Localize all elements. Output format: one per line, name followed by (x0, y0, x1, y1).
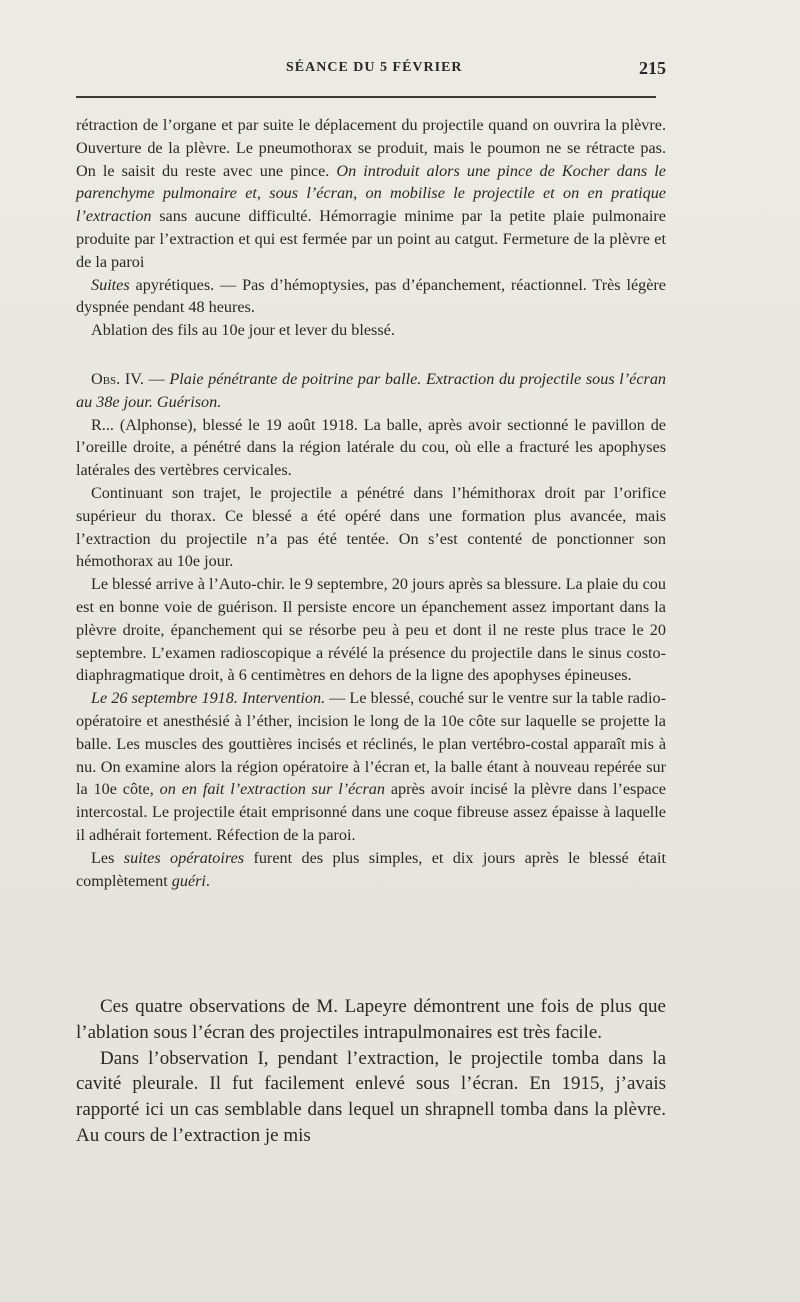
obs4-paragraph-3: Le blessé arrive à l’Auto-chir. le 9 septembre, 20 jours après sa blessure. La plaie du cou est en bonne voie de guérison. Il persiste encore un épanchement assez important dans la plèvre droite, épanchement qui se résorbe peu à peu et dont il ne reste plus trace le 20 septembre. L’examen radioscopique a révélé la présence du projectile dans le sinus costo-diaphragmatique droit, à 6 centimètres en dehors de la ligne des apophyses épineuses. (76, 575, 666, 685)
obs4-title: Obs. IV. — Plaie pénétrante de poitrine par balle. Extraction du projectile sous l’écran au 38e jour. Guérison. (76, 369, 667, 411)
obs4-paragraph-1: R... (Alphonse), blessé le 19 août 1918. La balle, après avoir sectionné le pavillon de l’oreille droite, a pénétré dans la région latérale du cou, où elle a fracturé les apophyses latérales des vertèbres cervicales. (76, 415, 666, 480)
section-gap (76, 342, 666, 368)
obs4-paragraph-5: Les suites opératoires furent des plus simples, et dix jours après le blessé était complètement guéri. (76, 848, 666, 890)
commentary-paragraph-2: Dans l’observation I, pendant l’extraction, le projectile tomba dans la cavité pleurale. Il fut facilement enlevé sous l’écran. En 1915, j’avais rapporté ici un cas semblable dans lequel un shrapnell tomba dans la plèvre. Au cours de l’extraction je mis (76, 1047, 666, 1146)
page-header (76, 58, 666, 86)
observations-text (76, 114, 666, 892)
obs3-paragraph-2: Suites apyrétiques. — Pas d’hémoptysies, pas d’épanchement, réactionnel. Très légère dyspnée pendant 48 heures. (76, 275, 666, 317)
running-head: SÉANCE DU 5 FÉVRIER (286, 60, 463, 75)
obs3-paragraph-3: Ablation des fils au 10e jour et lever du blessé. (91, 321, 395, 340)
commentary-text (76, 994, 666, 1149)
obs3-paragraph-1: rétraction de l’organe et par suite le déplacement du projectile quand on ouvrira la plèvre. Ouverture de la plèvre. Le pneumothorax se produit, mais le poumon ne se rétracte pas. On le saisit du reste avec une pince. On introduit alors une pince de Kocher dans le parenchyme pulmonaire et, sous l’écran, on mobilise le projectile et on en pratique l’extraction sans aucune difficulté. Hémorragie minime par la petite plaie pulmonaire produite par l’extraction et qui est fermée par un point au catgut. Fermeture de la plèvre et de la paroi (76, 116, 666, 271)
header-rule (76, 96, 656, 98)
commentary-paragraph-1: Ces quatre observations de M. Lapeyre démontrent une fois de plus que l’ablation sous l’écran des projectiles intrapulmonaires est très facile. (76, 996, 666, 1043)
obs4-paragraph-2: Continuant son trajet, le projectile a pénétré dans l’hémithorax droit par l’orifice supérieur du thorax. Ce blessé a été opéré dans une formation plus avancée, mais l’extraction du projectile n’a pas été tentée. On s’est contenté de ponctionner son hémothorax au 10e jour. (76, 483, 666, 571)
obs4-paragraph-4: Le 26 septembre 1918. Intervention. — Le blessé, couché sur le ventre sur la table radio-opératoire et anesthésié à l’éther, incision le long de la 10e côte sur laquelle se projette la balle. Les muscles des gouttières incisés et réclinés, le plan vertébro-costal apparaît mis à nu. On examine alors la région opératoire à l’écran et, la balle étant à nouveau repérée sur la 10e côte, on en fait l’extraction sur l’écran après avoir incisé la plèvre dans l’espace intercostal. Le projectile était emprisonné dans une coque fibreuse assez épaisse à laquelle il adhérait fortement. Réfection de la paroi. (76, 689, 666, 844)
page-number: 215 (639, 58, 666, 78)
